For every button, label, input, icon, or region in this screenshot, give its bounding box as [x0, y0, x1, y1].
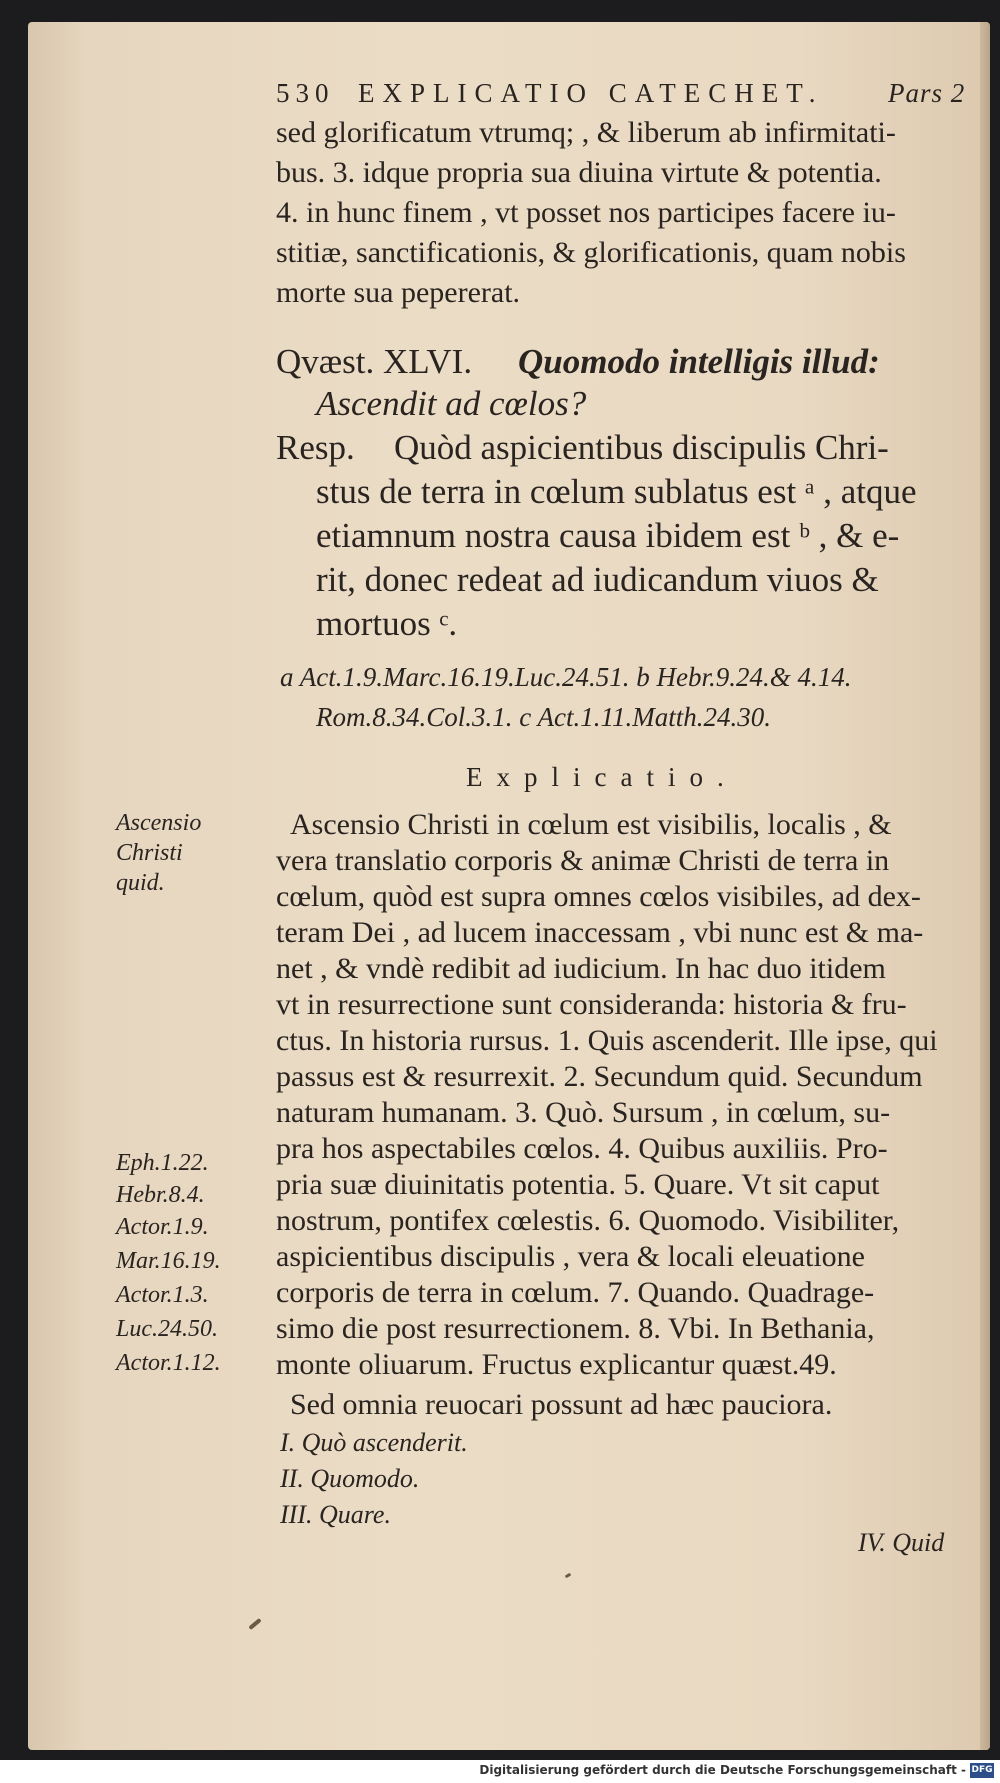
question-label: Qvæst. XLVI. [276, 342, 473, 381]
explicatio-line-6: vt in resurrectione sunt consideranda: historia & fru- [276, 988, 907, 1021]
explicatio-line-5: net , & vndè redibit ad iudicium. In hac duo itidem [276, 952, 886, 985]
list-item-3: III. Quare. [280, 1500, 391, 1529]
response-line-3: etiamnum nostra causa ibidem est ᵇ , & e- [316, 516, 900, 555]
explicatio-line-9: naturam humanam. 3. Quò. Sursum , in cœlum, su- [276, 1096, 891, 1129]
part-label: Pars 2 [888, 78, 966, 108]
list-item-1: I. Quò ascenderit. [280, 1428, 468, 1457]
list-item-2: II. Quomodo. [280, 1464, 420, 1493]
response-line-1: Quòd aspicientibus discipulis Chri- [394, 428, 889, 467]
paper-speck [565, 1573, 572, 1579]
running-title: EXPLICATIO CATECHET. [358, 78, 824, 108]
dfg-logo: DFG [970, 1763, 994, 1778]
section-title: Explicatio. [466, 762, 738, 792]
margin-ref-7: Actor.1.12. [116, 1350, 221, 1376]
footer-bar [0, 1760, 1000, 1783]
intro-line-5: morte sua pepererat. [276, 276, 521, 309]
book-page [28, 22, 990, 1750]
explicatio-line-12: nostrum, pontifex cœlestis. 6. Quomodo. Visibiliter, [276, 1204, 900, 1237]
margin-ref-1: Eph.1.22. [116, 1150, 209, 1176]
paper-speck [248, 1618, 261, 1630]
explicatio-line-17: Sed omnia reuocari possunt ad hæc pauciora. [290, 1388, 833, 1421]
explicatio-line-2: vera translatio corporis & animæ Christi de terra in [276, 844, 890, 877]
intro-line-1: sed glorificatum vtrumq; , & liberum ab infirmitati- [276, 116, 896, 149]
explicatio-line-8: passus est & resurrexit. 2. Secundum quid. Secundum [276, 1060, 923, 1093]
explicatio-line-14: corporis de terra in cœlum. 7. Quando. Quadrage- [276, 1276, 875, 1309]
margin-ref-3: Actor.1.9. [116, 1214, 209, 1240]
response-line-4: rit, donec redeat ad iudicandum viuos & [316, 560, 879, 599]
reference-line-2: Rom.8.34.Col.3.1. c Act.1.11.Matth.24.30. [316, 702, 771, 732]
question-text-2: Ascendit ad cœlos? [316, 384, 587, 423]
funding-credit: Digitalisierung gefördert durch die Deutsche Forschungsgemeinschaft - [479, 1763, 966, 1777]
response-label: Resp. [276, 428, 355, 467]
intro-line-4: stitiæ, sanctificationis, & glorificationis, quam nobis [276, 236, 906, 269]
page-number: 530 [276, 78, 335, 108]
explicatio-line-3: cœlum, quòd est supra omnes cœlos visibiles, ad dex- [276, 880, 921, 913]
page-edge [980, 22, 990, 1750]
explicatio-line-13: aspicientibus discipulis , vera & locali eleuatione [276, 1240, 865, 1273]
explicatio-line-11: pria suæ diuinitatis potentia. 5. Quare. Vt sit caput [276, 1168, 880, 1201]
explicatio-line-16: monte oliuarum. Fructus explicantur quæst.49. [276, 1348, 837, 1381]
response-line-5: mortuos ᶜ. [316, 604, 458, 643]
reference-line-1: a Act.1.9.Marc.16.19.Luc.24.51. b Hebr.9.24.& 4.14. [280, 662, 852, 692]
question-text-1: Quomodo intelligis illud: [518, 342, 880, 381]
explicatio-line-4: teram Dei , ad lucem inaccessam , vbi nunc est & ma- [276, 916, 924, 949]
margin-heading-2: Christi [116, 840, 183, 866]
intro-line-2: bus. 3. idque propria sua diuina virtute & potentia. [276, 156, 882, 189]
intro-line-3: 4. in hunc finem , vt posset nos participes facere iu- [276, 196, 896, 229]
explicatio-line-1: Ascensio Christi in cœlum est visibilis, localis , & [290, 808, 892, 841]
catchword: IV. Quid [858, 1528, 945, 1557]
margin-ref-4: Mar.16.19. [116, 1248, 221, 1274]
margin-ref-5: Actor.1.3. [116, 1282, 209, 1308]
explicatio-line-7: ctus. In historia rursus. 1. Quis ascenderit. Ille ipse, qui [276, 1024, 938, 1057]
margin-heading-3: quid. [116, 870, 165, 896]
explicatio-line-10: pra hos aspectabiles cœlos. 4. Quibus auxiliis. Pro- [276, 1132, 888, 1165]
response-line-2: stus de terra in cœlum sublatus est ᵃ , atque [316, 472, 917, 511]
margin-ref-2: Hebr.8.4. [116, 1182, 205, 1208]
margin-ref-6: Luc.24.50. [116, 1316, 218, 1342]
margin-heading-1: Ascensio [116, 810, 202, 836]
explicatio-line-15: simo die post resurrectionem. 8. Vbi. In Bethania, [276, 1312, 875, 1345]
